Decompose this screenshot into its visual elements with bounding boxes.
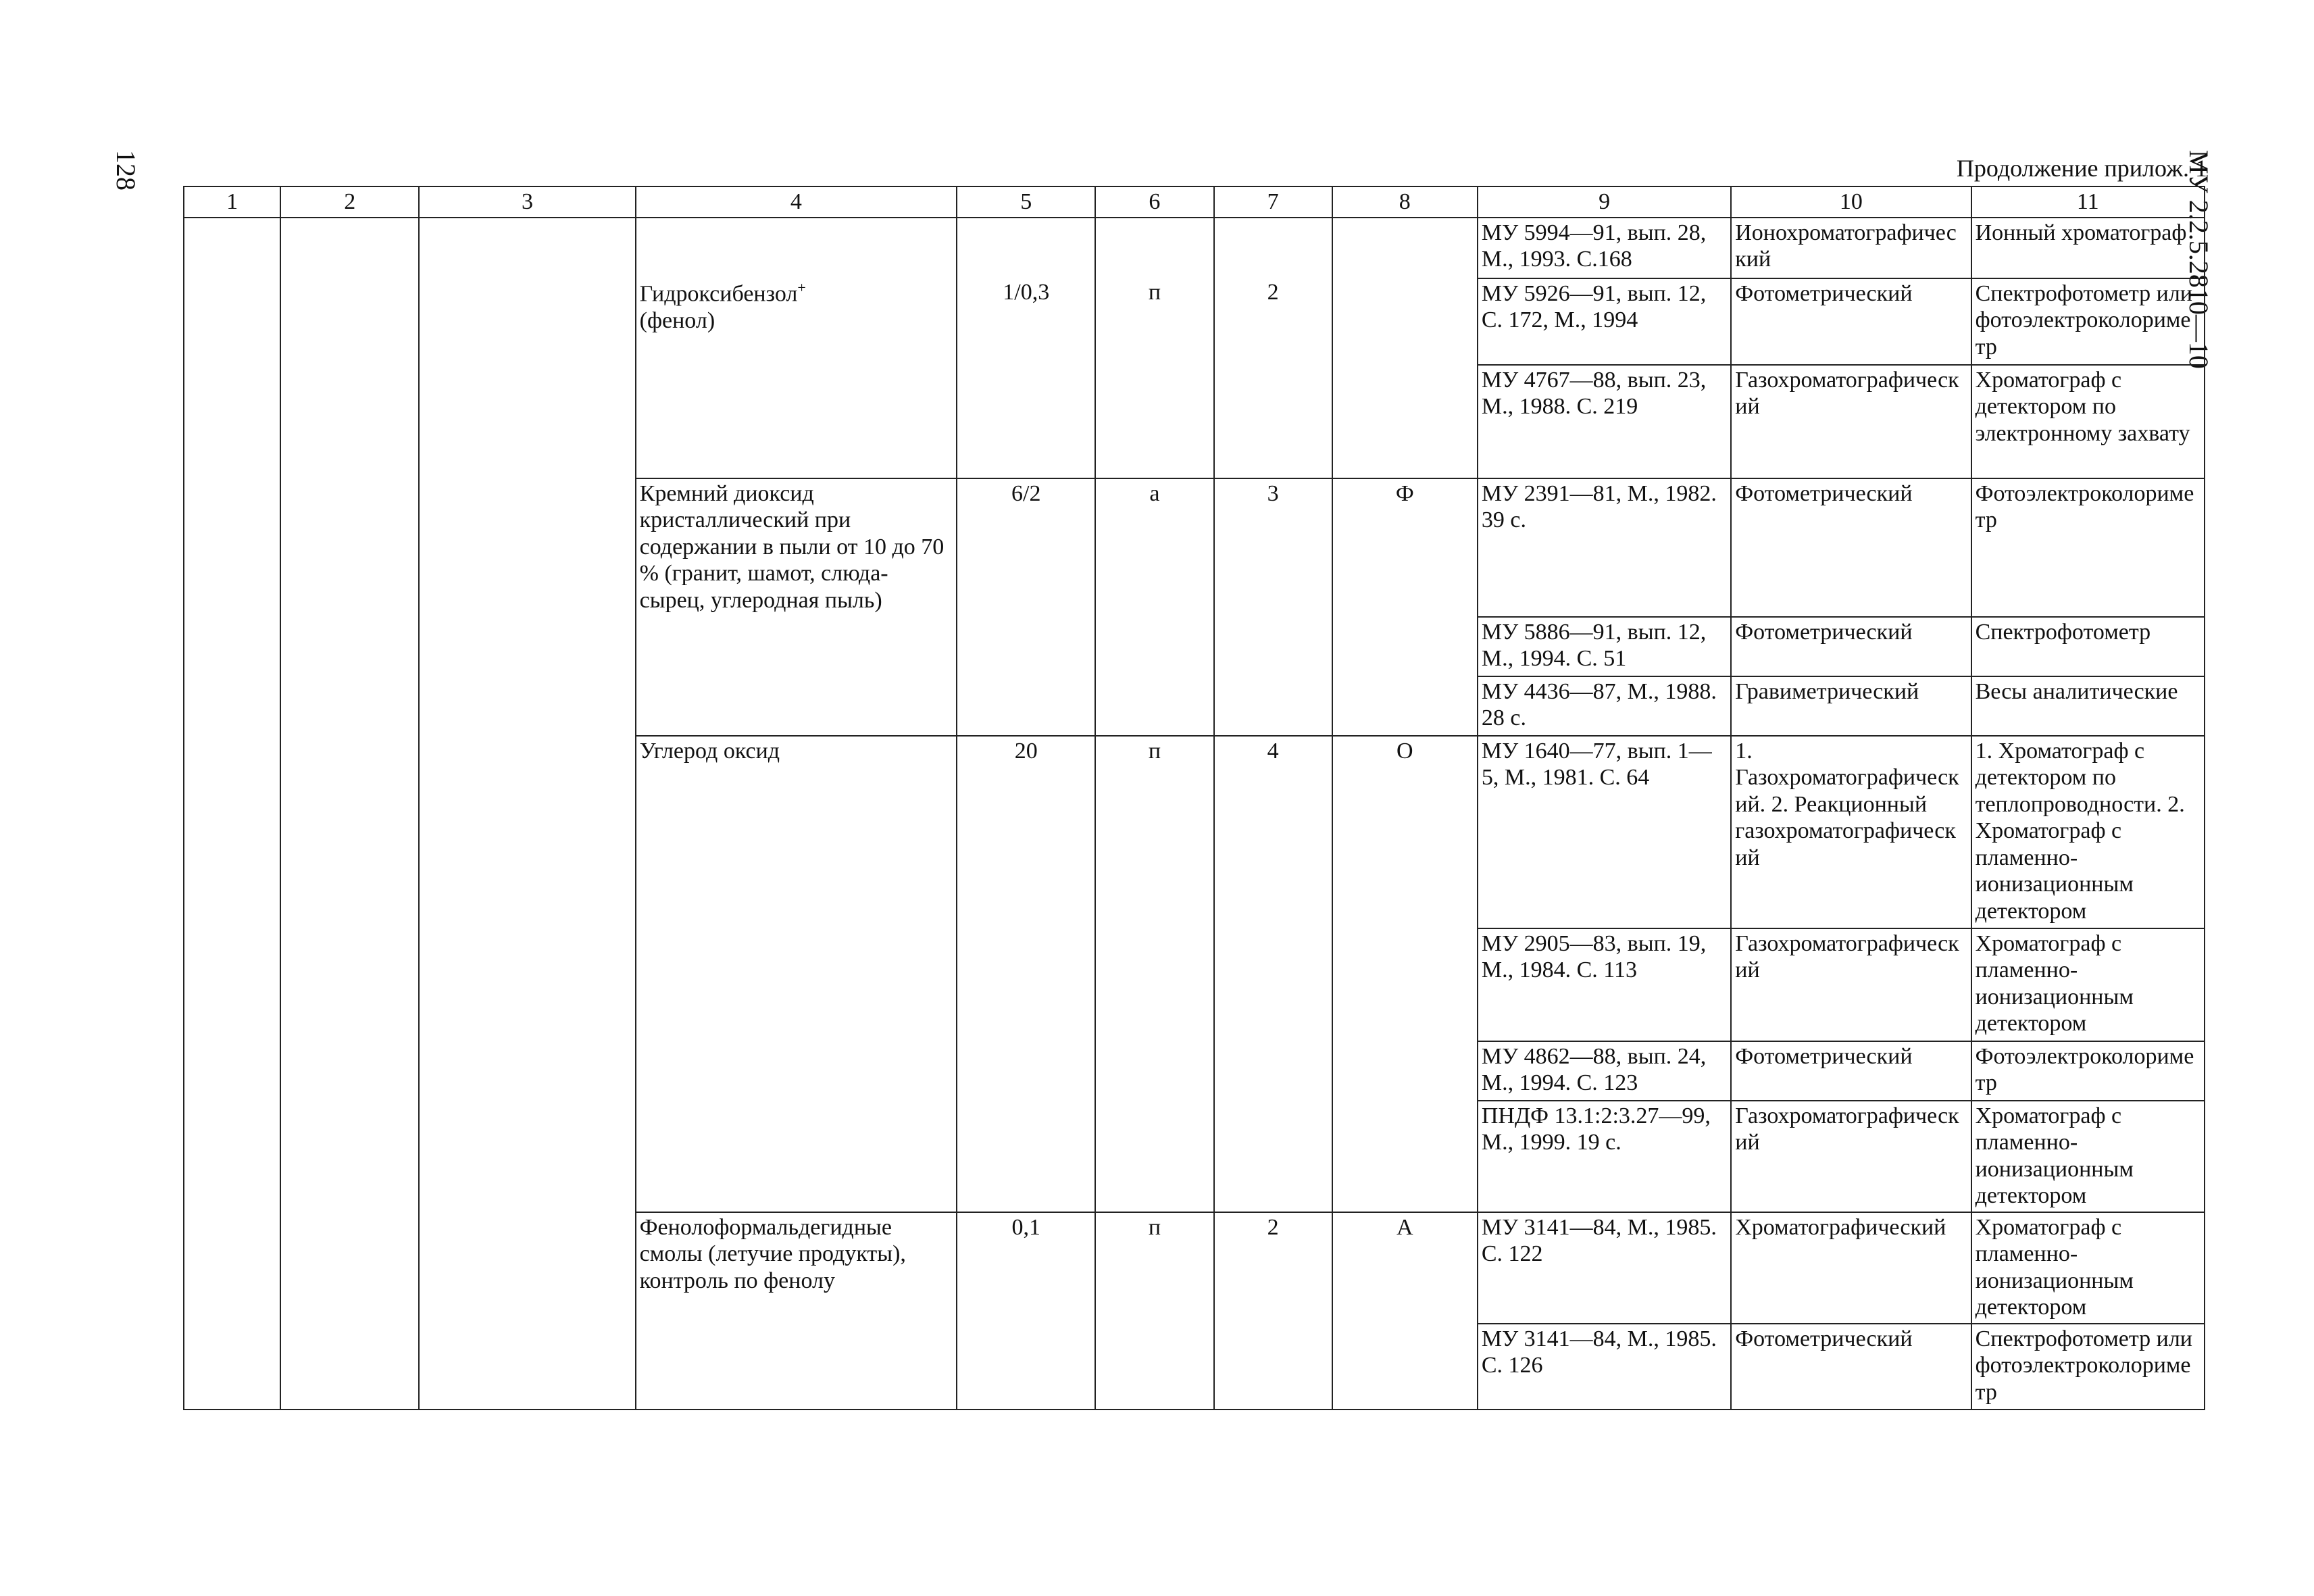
method-ref: МУ 5886—91, вып. 12, М., 1994. С. 51 (1478, 617, 1731, 676)
method-type: Фотометрический (1731, 278, 1971, 365)
aggregate-state: п (1095, 218, 1213, 478)
method-ref: МУ 4862—88, вып. 24, М., 1994. С. 123 (1478, 1041, 1731, 1101)
col1-cell (184, 218, 280, 1410)
method-device: Хроматограф с пламенно-ионизационным детектором (1971, 1212, 2205, 1324)
method-device: Спектрофотометр (1971, 617, 2205, 676)
hazard-class: 2 (1214, 218, 1332, 478)
aggregate-state: п (1095, 1212, 1213, 1410)
action-feature: О (1332, 736, 1478, 1212)
method-ref: МУ 1640—77, вып. 1—5, М., 1981. С. 64 (1478, 736, 1731, 928)
method-type: Фотометрический (1731, 1324, 1971, 1410)
method-type: Хроматографический (1731, 1212, 1971, 1324)
method-device: Хроматограф с пламенно-ионизационным детектором (1971, 1101, 2205, 1212)
method-type: Гравиметрический (1731, 676, 1971, 736)
continuation-label: Продолжение прилож. 1 (1956, 155, 2207, 182)
mac-value: 20 (957, 736, 1095, 1212)
substance-note: (фенол) (639, 307, 715, 333)
hazard-class: 4 (1214, 736, 1332, 1212)
method-device: Весы аналитические (1971, 676, 2205, 736)
col3-cell (419, 218, 635, 1410)
method-device: Ионный хроматограф (1971, 218, 2205, 278)
substance-name: Кремний диоксид кристаллический при содержании в пыли от 10 до 70 % (гранит, шамот, слюда-сырец, углеродная пыль) (639, 481, 945, 613)
method-ref: МУ 3141—84, М., 1985. С. 126 (1478, 1324, 1731, 1410)
method-type: 1. Газохроматографический. 2. Реакционный газохроматографический (1731, 736, 1971, 928)
method-ref: МУ 5994—91, вып. 28, М., 1993. С.168 (1478, 218, 1731, 278)
header-cell: 8 (1332, 186, 1478, 218)
substance-cell (636, 1212, 957, 1410)
method-device: Фотоэлектроколориметр (1971, 478, 2205, 617)
method-ref: МУ 2905—83, вып. 19, М., 1984. С. 113 (1478, 928, 1731, 1041)
method-ref: МУ 5926—91, вып. 12, С. 172, М., 1994 (1478, 278, 1731, 365)
method-ref: ПНДФ 13.1:2:3.27—99, М., 1999. 19 с. (1478, 1101, 1731, 1212)
header-row (184, 186, 2205, 218)
method-type: Фотометрический (1731, 1041, 1971, 1101)
action-feature (1332, 218, 1478, 478)
page-number: 128 (111, 150, 141, 191)
mac-value: 1/0,3 (957, 218, 1095, 478)
method-device: Спектрофотометр или фотоэлектроколориметр (1971, 278, 2205, 365)
method-device: 1. Хроматограф с детектором по теплопроводности. 2. Хроматограф с пламенно-ионизационным детектором (1971, 736, 2205, 928)
header-cell: 5 (957, 186, 1095, 218)
mac-value: 0,1 (957, 1212, 1095, 1410)
hazard-class: 2 (1214, 1212, 1332, 1410)
document-code: МУ 2.2.5.2810—10 (2184, 150, 2214, 369)
substance-name: Углерод оксид (639, 739, 780, 764)
method-ref: МУ 4767—88, вып. 23, М., 1988. С. 219 (1478, 365, 1731, 478)
method-device: Хроматограф с детектором по электронному захвату (1971, 365, 2205, 478)
aggregate-state: п (1095, 736, 1213, 1212)
substance-cell (636, 478, 957, 736)
substance-cell (636, 736, 957, 1212)
hazard-class: 3 (1214, 478, 1332, 736)
aggregate-state: а (1095, 478, 1213, 736)
method-type: Газохроматографический (1731, 365, 1971, 478)
method-device: Спектрофотометр или фотоэлектроколориметр (1971, 1324, 2205, 1410)
method-device: Фотоэлектроколориметр (1971, 1041, 2205, 1101)
action-feature: А (1332, 1212, 1478, 1410)
header-cell: 6 (1095, 186, 1213, 218)
method-type: Газохроматографический (1731, 928, 1971, 1041)
header-cell: 7 (1214, 186, 1332, 218)
header-cell: 1 (184, 186, 280, 218)
method-type: Фотометрический (1731, 617, 1971, 676)
method-ref: МУ 3141—84, М., 1985. С. 122 (1478, 1212, 1731, 1324)
header-cell: 9 (1478, 186, 1731, 218)
header-cell: 11 (1971, 186, 2205, 218)
method-ref: МУ 2391—81, М., 1982. 39 с. (1478, 478, 1731, 617)
header-cell: 3 (419, 186, 635, 218)
substance-name: Фенолоформальдегидные смолы (летучие продукты), контроль по фенолу (639, 1215, 906, 1293)
method-type: Фотометрический (1731, 478, 1971, 617)
method-type: Газохроматографический (1731, 1101, 1971, 1212)
substance-mark: + (797, 279, 806, 296)
col2-cell (280, 218, 419, 1410)
method-device: Хроматограф с пламенно-ионизационным детектором (1971, 928, 2205, 1041)
mac-value: 6/2 (957, 478, 1095, 736)
table-row (184, 218, 2205, 278)
method-ref: МУ 4436—87, М., 1988. 28 с. (1478, 676, 1731, 736)
action-feature: Ф (1332, 478, 1478, 736)
substance-cell (636, 218, 957, 478)
header-cell: 10 (1731, 186, 1971, 218)
substance-name: Гидроксибензол (639, 281, 798, 307)
method-type: Ионохроматографический (1731, 218, 1971, 278)
appendix-table (183, 186, 2205, 1410)
header-cell: 4 (636, 186, 957, 218)
header-cell: 2 (280, 186, 419, 218)
